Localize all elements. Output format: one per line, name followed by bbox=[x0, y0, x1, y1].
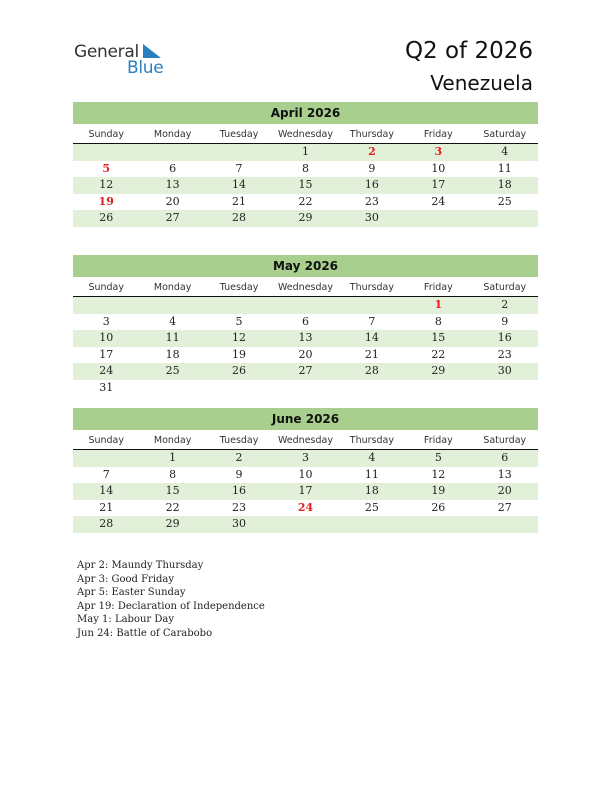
date-cell: 22 bbox=[165, 500, 180, 514]
month-calendar-may bbox=[73, 255, 538, 396]
date-cell: 17 bbox=[298, 484, 313, 497]
weekday-header-row bbox=[73, 432, 538, 450]
weekday-label: Thursday bbox=[349, 435, 394, 446]
date-cell: 14 bbox=[364, 331, 379, 344]
date-cell bbox=[206, 144, 272, 161]
date-cell bbox=[472, 516, 538, 533]
week-row bbox=[73, 483, 538, 500]
weekday-label: Tuesday bbox=[219, 282, 259, 293]
date-cell: 15 bbox=[165, 484, 180, 497]
date-cell: 27 bbox=[497, 500, 512, 514]
logo-blue-text: Blue bbox=[127, 58, 164, 78]
holiday-note: Apr 5: Easter Sunday bbox=[77, 587, 186, 598]
date-cell: 6 bbox=[501, 451, 509, 464]
week-row bbox=[73, 194, 538, 211]
date-cell: 16 bbox=[497, 331, 512, 344]
week-row bbox=[73, 297, 538, 314]
date-cell bbox=[73, 144, 139, 161]
date-cell: 18 bbox=[165, 347, 180, 361]
date-cell bbox=[339, 297, 405, 314]
weekday-label: Thursday bbox=[349, 129, 394, 140]
date-cell bbox=[472, 380, 538, 397]
week-row bbox=[73, 314, 538, 331]
date-cell: 6 bbox=[169, 161, 177, 175]
date-cell: 3 bbox=[301, 451, 309, 464]
date-cell: 28 bbox=[364, 364, 379, 377]
date-cell: 10 bbox=[431, 161, 446, 175]
date-cell: 9 bbox=[501, 314, 509, 328]
weekday-label: Friday bbox=[423, 129, 453, 140]
date-cell: 7 bbox=[368, 314, 376, 328]
date-cell: 29 bbox=[165, 517, 180, 530]
date-cell: 11 bbox=[497, 161, 512, 175]
date-cell: 13 bbox=[497, 467, 512, 481]
date-cell: 13 bbox=[165, 178, 180, 191]
weekday-label: Saturday bbox=[483, 282, 527, 293]
date-cell: 11 bbox=[364, 467, 379, 481]
date-cell bbox=[139, 297, 205, 314]
date-cell bbox=[272, 516, 338, 533]
date-cell: 22 bbox=[431, 347, 446, 361]
date-cell: 30 bbox=[364, 211, 379, 224]
date-cell: 9 bbox=[368, 161, 376, 175]
date-cell: 12 bbox=[99, 178, 114, 191]
date-cell bbox=[73, 297, 139, 314]
date-cell: 4 bbox=[368, 451, 376, 464]
date-cell bbox=[272, 297, 338, 314]
date-cell: 17 bbox=[99, 347, 114, 361]
date-cell: 9 bbox=[235, 467, 243, 481]
week-row bbox=[73, 467, 538, 484]
month-header: June 2026 bbox=[73, 408, 538, 430]
date-cell: 17 bbox=[431, 178, 446, 191]
holiday-date-cell: 24 bbox=[297, 500, 314, 514]
holiday-date-cell: 1 bbox=[434, 298, 443, 311]
date-cell bbox=[405, 380, 471, 397]
month-calendar-june bbox=[73, 408, 538, 533]
date-cell: 8 bbox=[169, 467, 177, 481]
holiday-note: Jun 24: Battle of Carabobo bbox=[77, 627, 213, 639]
week-row bbox=[73, 380, 538, 397]
date-cell: 5 bbox=[235, 314, 243, 328]
week-row bbox=[73, 161, 538, 178]
holiday-date-cell: 5 bbox=[102, 161, 111, 175]
date-cell: 19 bbox=[232, 347, 247, 361]
date-cell: 1 bbox=[169, 451, 177, 464]
weekday-label: Friday bbox=[423, 435, 453, 446]
date-cell bbox=[405, 210, 471, 227]
weekday-label: Tuesday bbox=[219, 129, 259, 140]
date-cell: 10 bbox=[298, 467, 313, 481]
date-cell bbox=[206, 297, 272, 314]
date-cell: 23 bbox=[232, 500, 247, 514]
week-row bbox=[73, 500, 538, 517]
date-cell: 25 bbox=[165, 364, 180, 377]
week-row bbox=[73, 363, 538, 380]
date-cell: 11 bbox=[165, 331, 180, 344]
weekday-label: Tuesday bbox=[219, 435, 259, 446]
date-cell: 20 bbox=[497, 484, 512, 497]
date-cell: 29 bbox=[298, 211, 313, 224]
date-cell: 16 bbox=[364, 178, 379, 191]
month-header: May 2026 bbox=[73, 255, 538, 277]
date-cell bbox=[73, 450, 139, 467]
date-cell bbox=[272, 380, 338, 397]
date-cell: 4 bbox=[501, 145, 509, 158]
week-row bbox=[73, 177, 538, 194]
date-cell bbox=[472, 210, 538, 227]
date-cell: 27 bbox=[298, 364, 313, 377]
date-cell: 26 bbox=[232, 364, 247, 377]
date-cell: 2 bbox=[501, 298, 509, 311]
date-cell: 14 bbox=[99, 484, 114, 497]
date-cell: 10 bbox=[99, 331, 114, 344]
date-cell: 15 bbox=[298, 178, 313, 191]
date-cell: 24 bbox=[431, 194, 446, 208]
date-cell: 7 bbox=[235, 161, 243, 175]
week-row bbox=[73, 347, 538, 364]
weekday-header-row bbox=[73, 126, 538, 144]
date-cell: 20 bbox=[165, 194, 180, 208]
date-cell: 4 bbox=[169, 314, 177, 328]
date-cell: 12 bbox=[232, 331, 247, 344]
month-header: April 2026 bbox=[73, 102, 538, 124]
date-cell: 20 bbox=[298, 347, 313, 361]
date-cell: 24 bbox=[99, 364, 114, 377]
weekday-label: Wednesday bbox=[277, 282, 333, 293]
date-cell: 30 bbox=[497, 364, 512, 377]
week-row bbox=[73, 330, 538, 347]
date-cell: 23 bbox=[497, 347, 512, 361]
date-cell: 3 bbox=[102, 314, 110, 328]
date-cell bbox=[339, 516, 405, 533]
date-cell: 29 bbox=[431, 364, 446, 377]
date-cell: 21 bbox=[99, 500, 114, 514]
date-cell: 6 bbox=[301, 314, 309, 328]
holiday-note: Apr 19: Declaration of Independence bbox=[77, 600, 265, 612]
date-cell: 26 bbox=[431, 500, 446, 514]
holiday-date-cell: 2 bbox=[368, 145, 376, 158]
logo-general-text: General bbox=[74, 42, 139, 62]
date-cell bbox=[405, 516, 471, 533]
date-cell: 22 bbox=[298, 194, 313, 208]
date-cell: 2 bbox=[235, 451, 243, 464]
date-cell bbox=[339, 380, 405, 397]
date-cell: 8 bbox=[301, 161, 309, 175]
date-cell: 15 bbox=[431, 331, 446, 344]
holiday-note: Apr 3: Good Friday bbox=[77, 573, 175, 585]
weekday-label: Thursday bbox=[349, 282, 394, 293]
weekday-label: Monday bbox=[153, 129, 192, 140]
date-cell: 28 bbox=[99, 517, 114, 530]
weekday-label: Sunday bbox=[88, 129, 124, 140]
logo bbox=[74, 42, 174, 78]
weekday-header-row bbox=[73, 279, 538, 297]
weekday-label: Sunday bbox=[88, 435, 124, 446]
week-row bbox=[73, 144, 538, 161]
page-title: Q2 of 2026 bbox=[404, 38, 533, 64]
week-row bbox=[73, 210, 538, 227]
month-calendar-april bbox=[73, 102, 538, 227]
holiday-note: May 1: Labour Day bbox=[77, 614, 174, 625]
date-cell bbox=[139, 380, 205, 397]
date-cell: 31 bbox=[99, 380, 114, 394]
date-cell: 8 bbox=[434, 314, 442, 328]
holiday-notes bbox=[77, 559, 265, 640]
country-name: Venezuela bbox=[430, 71, 533, 95]
date-cell: 19 bbox=[431, 484, 446, 497]
date-cell: 28 bbox=[232, 211, 247, 224]
date-cell: 14 bbox=[232, 178, 247, 191]
holiday-date-cell: 19 bbox=[98, 194, 114, 208]
weekday-label: Monday bbox=[153, 282, 192, 293]
date-cell: 7 bbox=[102, 467, 110, 481]
date-cell bbox=[206, 380, 272, 397]
date-cell: 25 bbox=[497, 194, 512, 208]
date-cell: 18 bbox=[497, 178, 512, 191]
date-cell: 23 bbox=[364, 194, 379, 208]
date-cell: 26 bbox=[99, 211, 114, 224]
date-cell: 13 bbox=[298, 331, 313, 344]
weekday-label: Monday bbox=[153, 435, 192, 446]
weekday-label: Sunday bbox=[88, 282, 124, 293]
weekday-label: Wednesday bbox=[277, 129, 333, 140]
date-cell: 27 bbox=[165, 211, 180, 224]
date-cell: 1 bbox=[301, 145, 309, 158]
weekday-label: Saturday bbox=[483, 129, 527, 140]
date-cell: 25 bbox=[364, 500, 379, 514]
week-row bbox=[73, 516, 538, 533]
date-cell bbox=[139, 144, 205, 161]
weekday-label: Friday bbox=[423, 282, 453, 293]
holiday-note: Apr 2: Maundy Thursday bbox=[77, 560, 204, 571]
date-cell: 16 bbox=[232, 484, 247, 497]
date-cell: 30 bbox=[232, 517, 247, 530]
holiday-date-cell: 3 bbox=[434, 145, 443, 158]
date-cell: 12 bbox=[431, 467, 446, 481]
week-row bbox=[73, 450, 538, 467]
date-cell: 18 bbox=[364, 484, 379, 497]
date-cell: 21 bbox=[364, 347, 379, 361]
date-cell: 5 bbox=[434, 451, 442, 464]
weekday-label: Wednesday bbox=[277, 435, 333, 446]
weekday-label: Saturday bbox=[483, 435, 527, 446]
date-cell: 21 bbox=[232, 194, 247, 208]
